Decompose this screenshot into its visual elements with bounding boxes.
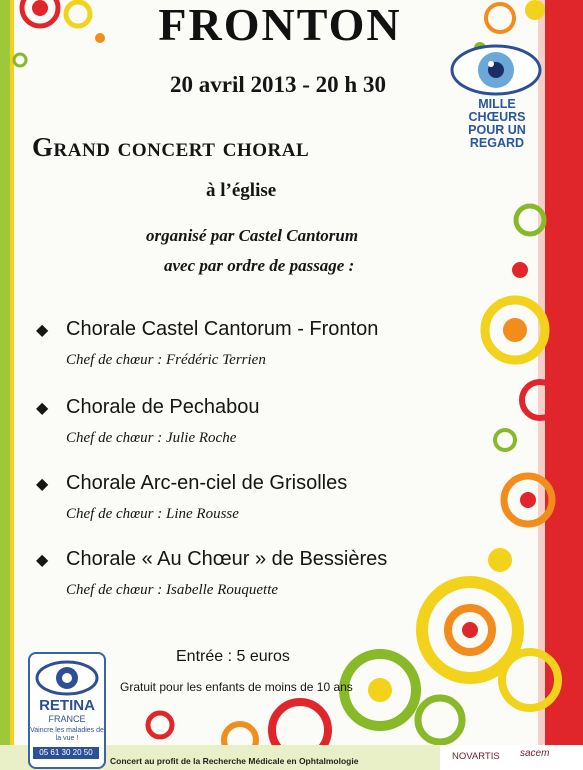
free-note: Gratuit pour les enfants de moins de 10 ans (120, 680, 353, 694)
event-date: 20 avril 2013 - 20 h 30 (170, 72, 386, 97)
choir-item (36, 396, 259, 419)
organizer: organisé par Castel Cantorum (146, 226, 359, 245)
retina-phone: 05 61 30 20 50 (33, 747, 99, 759)
choir-chef: Chef de chœur : Isabelle Rouquette (66, 582, 279, 598)
concert-headline: Grand concert choral (32, 132, 310, 162)
venue: à l’église (206, 180, 277, 201)
choir-item (36, 548, 387, 571)
retina-name: RETINA (39, 697, 95, 714)
left-yellow-stripe (10, 0, 14, 770)
choir-chef: Chef de chœur : Line Rousse (66, 506, 239, 522)
choir-name: Chorale « Au Chœur » de Bessières (66, 548, 388, 570)
diamond-bullet-icon: ◆ (36, 476, 49, 493)
diamond-bullet-icon: ◆ (36, 552, 49, 569)
left-green-stripe (0, 0, 10, 770)
mille-line: MILLE (478, 97, 516, 111)
entry-price: Entrée : 5 euros (176, 648, 290, 665)
mille-choeurs-logo-text (456, 98, 538, 150)
top-left-circles (14, 0, 105, 66)
bottom-circles (148, 582, 558, 758)
mille-line: CHŒURS (468, 110, 526, 124)
sacem-logo: sacem (520, 748, 550, 759)
choir-item (36, 472, 347, 495)
order-line: avec par ordre de passage : (164, 256, 355, 275)
mille-line: REGARD (469, 136, 525, 150)
retina-tagline: Vaincre les maladies de la vue ! (30, 727, 104, 742)
choir-chef: Chef de chœur : Julie Roche (66, 430, 237, 446)
novartis-logo: NOVARTIS (452, 751, 500, 762)
diamond-bullet-icon: ◆ (36, 400, 49, 417)
eye-logo (452, 46, 540, 94)
choir-name: Chorale Castel Cantorum - Fronton (66, 318, 379, 340)
mille-line: POUR UN (468, 123, 526, 137)
town-title: FRONTON (158, 0, 402, 50)
choir-name: Chorale de Pechabou (66, 396, 260, 418)
retina-country: FRANCE (48, 714, 86, 724)
choir-item (36, 318, 378, 341)
retina-eye-icon (30, 654, 104, 702)
choir-name: Chorale Arc-en-ciel de Grisolles (66, 472, 348, 494)
diamond-bullet-icon: ◆ (36, 322, 49, 339)
choir-chef: Chef de chœur : Frédéric Terrien (66, 352, 266, 368)
footer-text: Concert au profit de la Recherche Médicale en Ophtalmologie (110, 756, 359, 766)
